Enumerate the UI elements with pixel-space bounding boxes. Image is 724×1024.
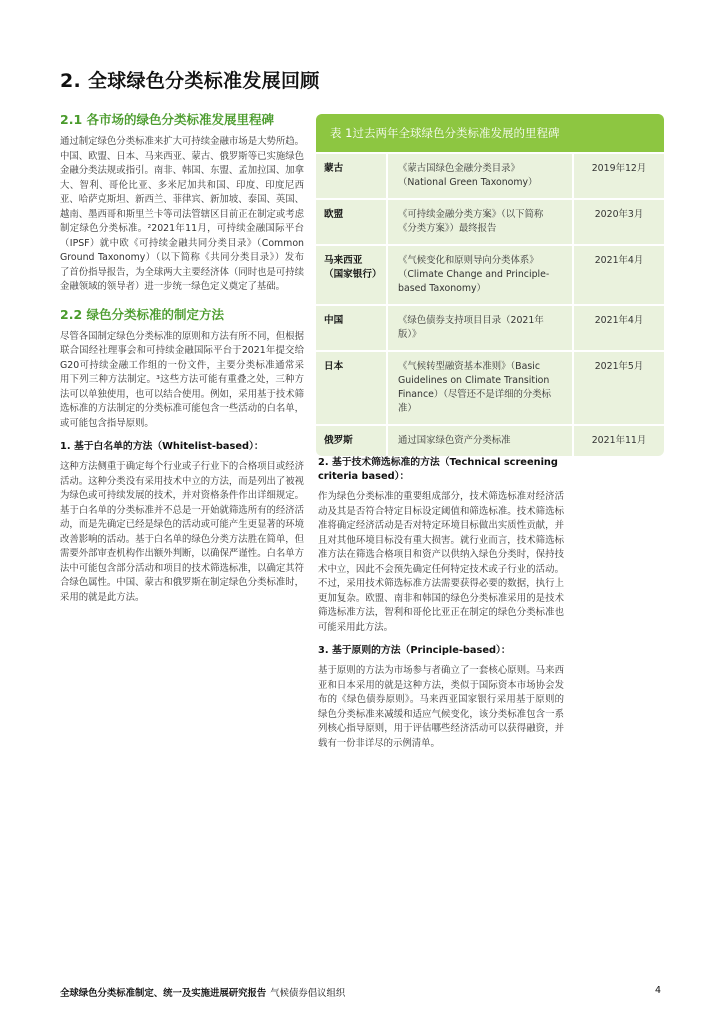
section-2-1-paragraph: 通过制定绿色分类标准来扩大可持续金融市场是大势所趋。中国、欧盟、日本、马来西亚、蒙古、俄罗斯等已实施绿色金融分类法规或指引。南非、韩国、东盟、孟加拉国、加拿大、智利、哥伦比亚、多米尼加共和国、印度、印度尼西亚、哈萨克斯坦、新西兰、菲律宾、新加坡、泰国、英国、越南、墨西哥和斯里兰卡等司法管辖区目前正在制定或考虑制定绿色分类标准。²2021年11月，可持续金融国际平台（IPSF）就中欧《可持续金融共同分类目录》（Common Ground Taxonomy）（以下简称《共同分类目录》）发布了首份指导报告，为全球两大主要经济体（同时也是可持续金融领域的领导者）进一步统一绿色定义奠定了基础。 — [60, 136, 304, 292]
table-cell-date: 2020年3月 — [572, 200, 664, 244]
section-2-2-heading: 2.2 绿色分类标准的制定方法 — [60, 306, 224, 322]
method-2-heading: 2. 基于技术筛选标准的方法（Technical screening criteria based）： — [318, 457, 558, 482]
table-row — [316, 304, 664, 350]
table-cell-market: 中国 — [324, 315, 344, 326]
table-row — [316, 244, 664, 304]
table-row — [316, 424, 664, 456]
page-title: 2. 全球绿色分类标准发展回顾 — [60, 70, 320, 92]
method-1-heading: 1. 基于白名单的方法（Whitelist-based）： — [60, 441, 264, 452]
table-cell-market: 日本 — [324, 361, 344, 372]
milestone-table — [316, 114, 664, 456]
method-2-paragraph: 作为绿色分类标准的重要组成部分，技术筛选标准对经济活动及其是否符合特定目标设定阈值和筛选标准。技术筛选标准将确定经济活动是否对特定环境目标做出实质性贡献，并且对其他环境目标没有重大损害。就行业而言，技术筛选标准方法在筛选合格项目和资产以供纳入绿色分类时，保持技术中立，因此不会预先确定任何特定技术或子行业的活动。不过，采用技术筛选标准方法需要获得必要的数据，执行上更加复杂。欧盟、南非和韩国的绿色分类标准采用的是技术筛选标准方法，智利和哥伦比亚正在制定的绿色分类标准也可能采用此方法。 — [318, 491, 564, 633]
table-row — [316, 198, 664, 244]
right-column — [318, 456, 564, 760]
table-cell-date: 2021年11月 — [572, 426, 664, 456]
table-cell-date: 2019年12月 — [572, 154, 664, 198]
footer-organization: 气候债券倡议组织 — [270, 988, 346, 999]
table-cell-document: 通过国家绿色资产分类标准 — [386, 426, 572, 456]
footer — [60, 985, 345, 999]
table-cell-document: 《绿色债券支持项目目录（2021年版）》 — [386, 306, 572, 350]
table-cell-document: 《蒙古国绿色金融分类目录》（National Green Taxonomy） — [386, 154, 572, 198]
table-cell-market: 欧盟 — [324, 209, 344, 220]
table-cell-date: 2021年5月 — [572, 352, 664, 424]
table-row — [316, 152, 664, 198]
table-row — [316, 350, 664, 424]
table-cell-market: 俄罗斯 — [324, 435, 353, 446]
section-2-1-heading: 2.1 各市场的绿色分类标准发展里程碑 — [60, 112, 274, 127]
method-1-paragraph: 这种方法侧重于确定每个行业或子行业下的合格项目或经济活动。这种分类没有采用技术中立的方法，而是列出了被视为绿色或可持续发展的技术，并对资格条件作出详细规定。基于白名单的分类标准并不总是一开始就筛选所有的经济活动，而是先确定已经是绿色的活动或可能产生更显著的环境改善影响的活动。基于白名单的绿色分类方法胜在简单，但需要外部审查机构作出额外判断，以确保严谨性。白名单方法中可能包含部分活动和项目的技术筛选标准，以确定其符合绿色属性。中国、蒙古和俄罗斯在制定绿色分类标准时，采用的就是此方法。 — [60, 461, 304, 603]
footer-report-title: 全球绿色分类标准制定、统一及实施进展研究报告 — [60, 988, 267, 999]
page-number: 4 — [655, 985, 661, 996]
method-3-heading: 3. 基于原则的方法（Principle-based）： — [318, 645, 511, 656]
section-2-2-paragraph: 尽管各国制定绿色分类标准的原则和方法有所不同，但根据联合国经社理事会和可持续金融国际平台于2021年提交给G20可持续金融工作组的一份文件，主要分类标准通常采用下列三种方法制定。³这些方法可能有重叠之处，三种方法可以单独使用，也可以结合使用。例如，采用基于技术筛选标准的方法制定的分类标准可能包含一些活动的白名单，或可能包含指导原则。 — [60, 330, 304, 429]
table-cell-date: 2021年4月 — [572, 306, 664, 350]
table-cell-document: 《气候转型融资基本准则》（Basic Guidelines on Climate Transition Finance）（尽管还不是详细的分类标准） — [386, 352, 572, 424]
table-cell-document: 《气候变化和原则导向分类体系》（Climate Change and Principle-based Taxonomy） — [386, 246, 572, 304]
table-cell-market: 蒙古 — [324, 163, 344, 174]
table-cell-document: 《可持续金融分类方案》（以下简称《分类方案》）最终报告 — [386, 200, 572, 244]
table-title: 表 1过去两年全球绿色分类标准发展的里程碑 — [316, 114, 664, 152]
method-3-paragraph: 基于原则的方法为市场参与者确立了一套核心原则。马来西亚和日本采用的就是这种方法，类似于国际资本市场协会发布的《绿色债券原则》。马来西亚国家银行采用基于原则的绿色分类标准来减缓和适应气候变化，该分类标准包含一系列核心指导原则，用于评估哪些经济活动可以获得融资，并载有一份非详尽的示例清单。 — [318, 665, 564, 749]
left-column — [60, 112, 304, 614]
table-cell-date: 2021年4月 — [572, 246, 664, 304]
table-cell-market: 马来西亚（国家银行） — [324, 255, 382, 280]
